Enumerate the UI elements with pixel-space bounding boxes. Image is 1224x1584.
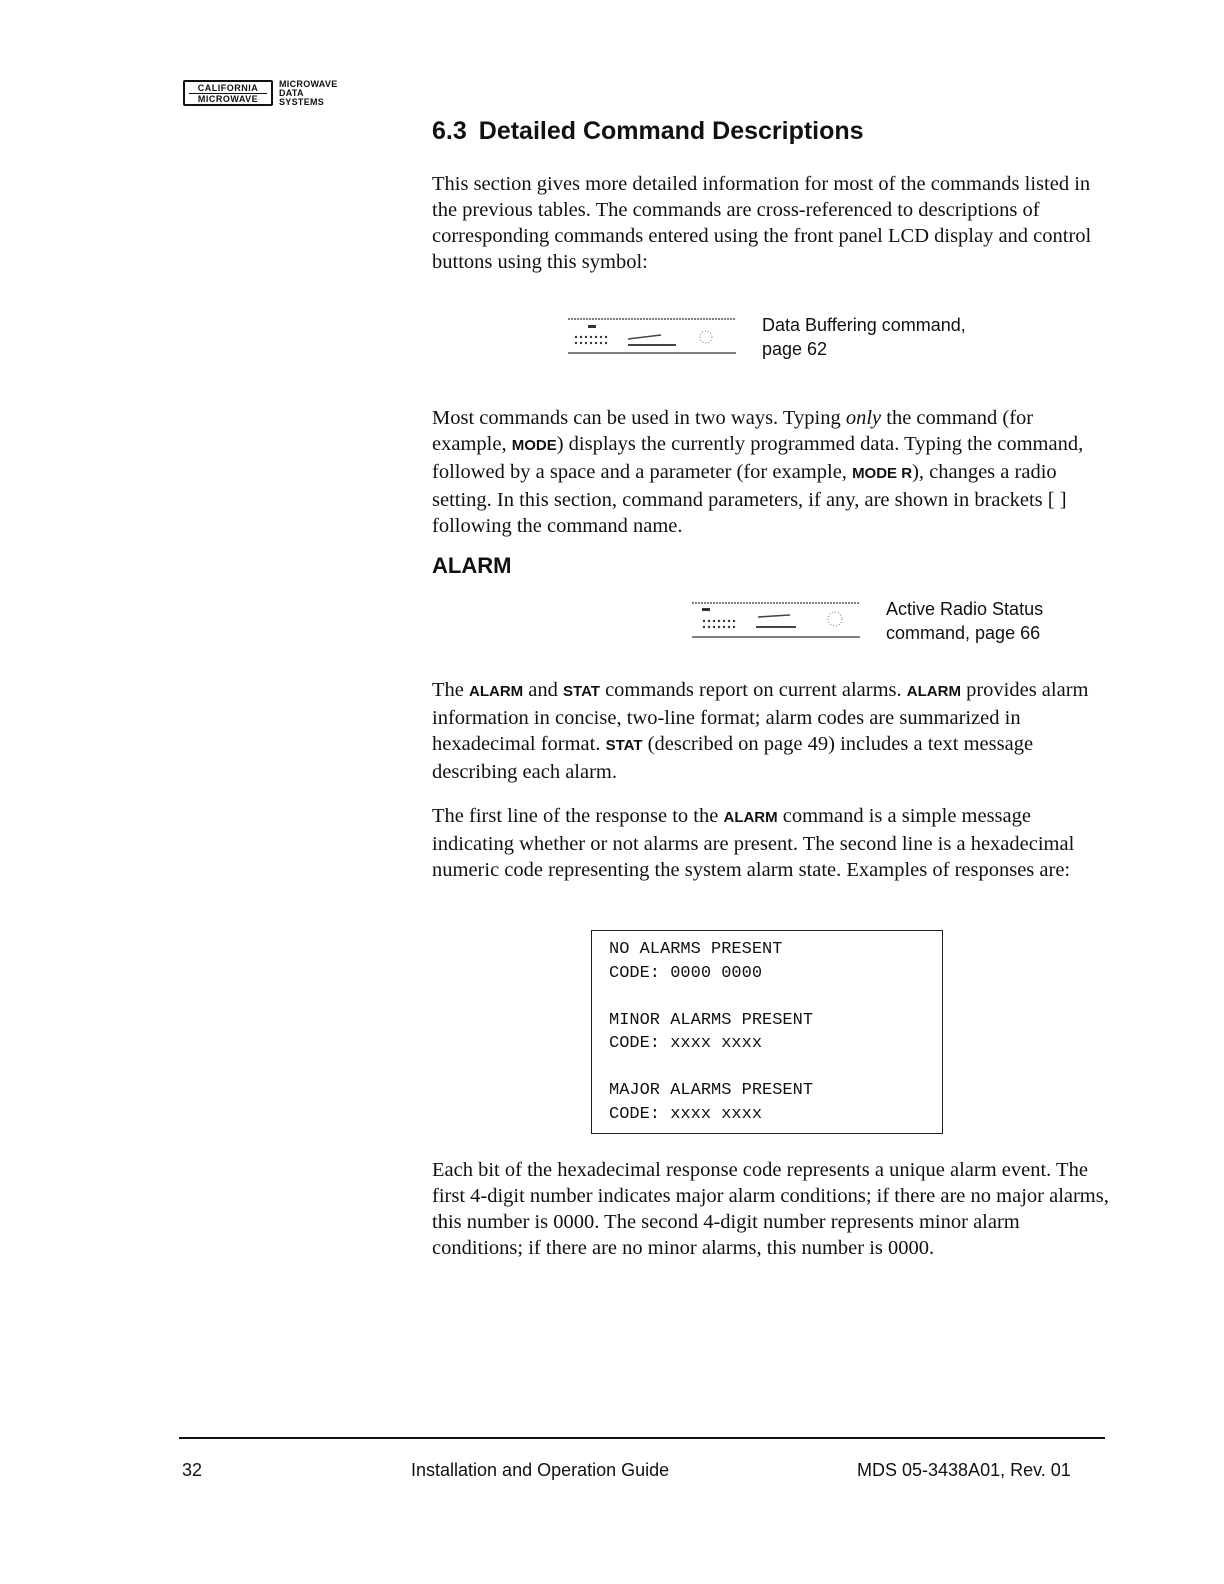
keyword-alarm: ALARM — [469, 683, 524, 700]
intro-paragraph: This section gives more detailed information for most of the commands listed in the previous tables. The commands are cross-referenced to descriptions of corresponding commands entered using the front panel LCD display and control buttons using this symbol: — [432, 173, 1092, 273]
logo-box-line2: MICROWAVE — [189, 93, 267, 104]
alarm-p1-text-5: (described on page 49) includes a text message describing each alarm. — [432, 733, 1034, 783]
front-panel-reference-1 — [566, 313, 992, 361]
symbol-caption-2: Active Radio Status command, page 66 — [886, 599, 1044, 643]
usage-text-2: the command (for example, — [432, 407, 1034, 455]
company-logo — [183, 80, 338, 107]
code-line: CODE: 0000 0000 — [609, 963, 763, 983]
footer-title: Installation and Operation Guide — [411, 1460, 670, 1480]
page-number: 32 — [182, 1460, 203, 1480]
keyword-stat: STAT — [563, 683, 600, 700]
logo-box-line1: CALIFORNIA — [197, 83, 259, 93]
alarm-p1-text-1: The — [432, 679, 469, 701]
section-number: 6.3 — [432, 117, 467, 145]
alarm-p2-text-2: command is a simple message indicating whether or not alarms are present. The second line is a hexadecimal numeric code representing the system alarm state. Examples of responses are: — [432, 805, 1075, 881]
alarm-response-examples — [591, 930, 943, 1134]
code-line: MAJOR ALARMS PRESENT — [609, 1081, 814, 1100]
alarm-paragraph-3: Each bit of the hexadecimal response code represents a unique alarm event. The first 4-digit number indicates major alarm conditions; if there are no major alarms, this number is 0000. The second 4-digit number represents minor alarm conditions; if there are no minor alarms, this number is 0000. — [432, 1159, 1109, 1259]
code-line: CODE: xxxx xxxx — [609, 1104, 763, 1124]
logo-word-1: MICROWAVE — [279, 79, 338, 89]
keyword-alarm: ALARM — [723, 809, 778, 826]
front-panel-reference-2 — [690, 597, 1122, 645]
document-number: MDS 05-3438A01, Rev. 01 — [857, 1460, 1071, 1480]
section-title — [432, 117, 864, 146]
usage-paragraph — [432, 405, 1112, 539]
alarm-p1-text-2: and — [523, 679, 564, 701]
footer-rule — [179, 1437, 1105, 1439]
usage-text-1: Most commands can be used in two ways. Typing — [432, 407, 846, 429]
logo-words — [279, 80, 338, 107]
alarm-heading: ALARM — [432, 553, 512, 578]
alarm-paragraph-2 — [432, 803, 1112, 883]
logo-word-3: SYSTEMS — [279, 97, 325, 107]
usage-keyword-mode-r: MODE R — [852, 465, 913, 482]
logo-word-2: DATA — [279, 88, 304, 98]
alarm-paragraph-1 — [432, 677, 1112, 785]
symbol-caption-1: Data Buffering command, page 62 — [762, 315, 966, 359]
front-panel-icon — [566, 313, 738, 357]
code-line: CODE: xxxx xxxx — [609, 1034, 763, 1053]
code-line: MINOR ALARMS PRESENT — [609, 1010, 814, 1030]
alarm-p2-text-1: The first line of the response to the — [432, 805, 724, 827]
logo-box — [183, 80, 273, 106]
front-panel-icon — [690, 597, 862, 641]
usage-keyword-mode: MODE — [511, 437, 557, 454]
alarm-p1-text-3: commands report on current alarms. — [599, 679, 907, 701]
alarm-p1-text-4: provides alarm information in concise, two-line format; alarm codes are summarized in hexadecimal format. — [432, 679, 1089, 755]
keyword-alarm: ALARM — [906, 683, 961, 700]
usage-text-3: ) displays the currently programmed data. Typing the command, followed by a space and a parameter (for example, — [432, 433, 1084, 483]
keyword-stat: STAT — [605, 737, 643, 754]
section-title-text: Detailed Command Descriptions — [478, 117, 864, 145]
code-line: NO ALARMS PRESENT — [609, 940, 783, 959]
usage-emphasis: only — [845, 407, 882, 429]
usage-text-4: ), changes a radio setting. In this section, command parameters, if any, are shown in brackets [ ] following the command name. — [432, 461, 1067, 537]
